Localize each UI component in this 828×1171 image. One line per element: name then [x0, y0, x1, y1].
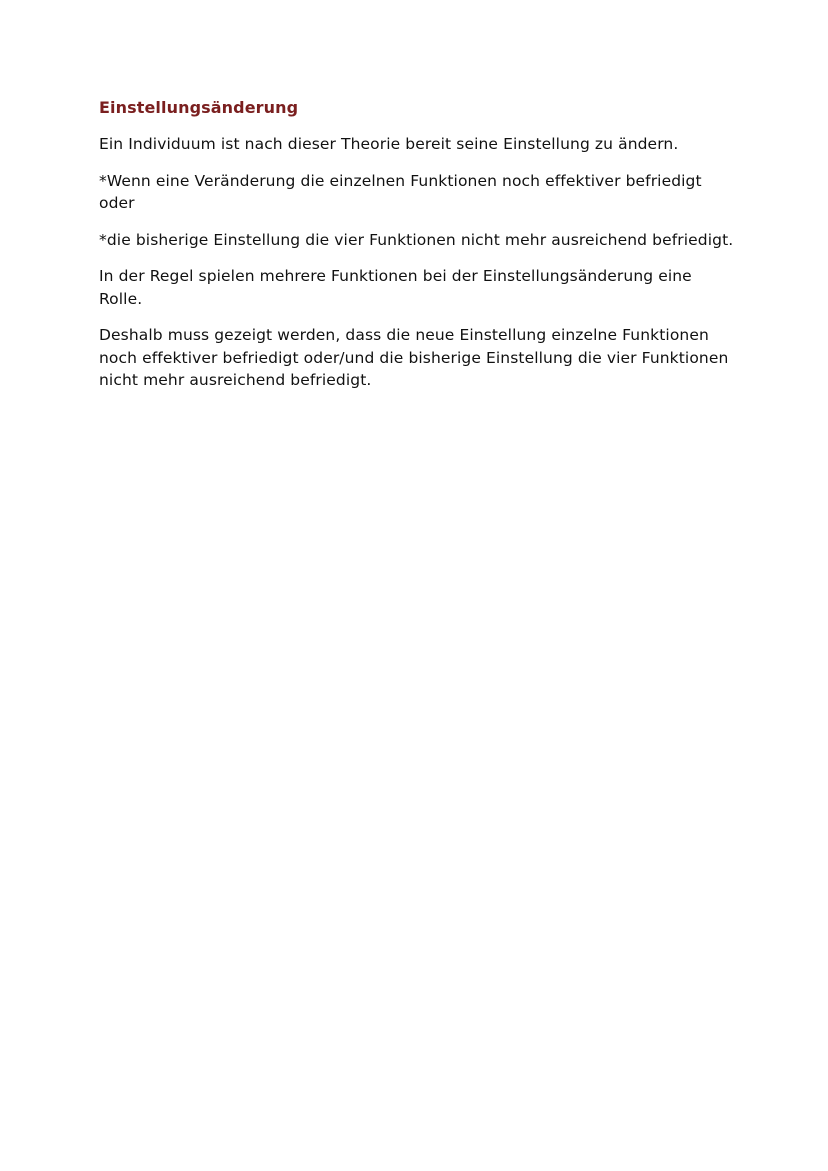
document-page — [99, 97, 739, 406]
paragraph-rule: In der Regel spielen mehrere Funktionen bei der Einstellungsänderung eine Rolle. — [99, 267, 692, 308]
paragraph-conclusion: Deshalb muss gezeigt werden, dass die neue Einstellung einzelne Funktionen noch effektiver befriedigt oder/und die bisherige Einstellung die vier Funktionen nicht mehr ausreichend befriedigt. — [99, 326, 729, 389]
section-heading: Einstellungsänderung — [99, 98, 299, 117]
paragraph-intro: Ein Individuum ist nach dieser Theorie bereit seine Einstellung zu ändern. — [99, 135, 679, 153]
paragraph-condition-1: *Wenn eine Veränderung die einzelnen Funktionen noch effektiver befriedigt oder — [99, 171, 702, 212]
paragraph-condition-2: *die bisherige Einstellung die vier Funktionen nicht mehr ausreichend befriedigt. — [99, 230, 734, 249]
